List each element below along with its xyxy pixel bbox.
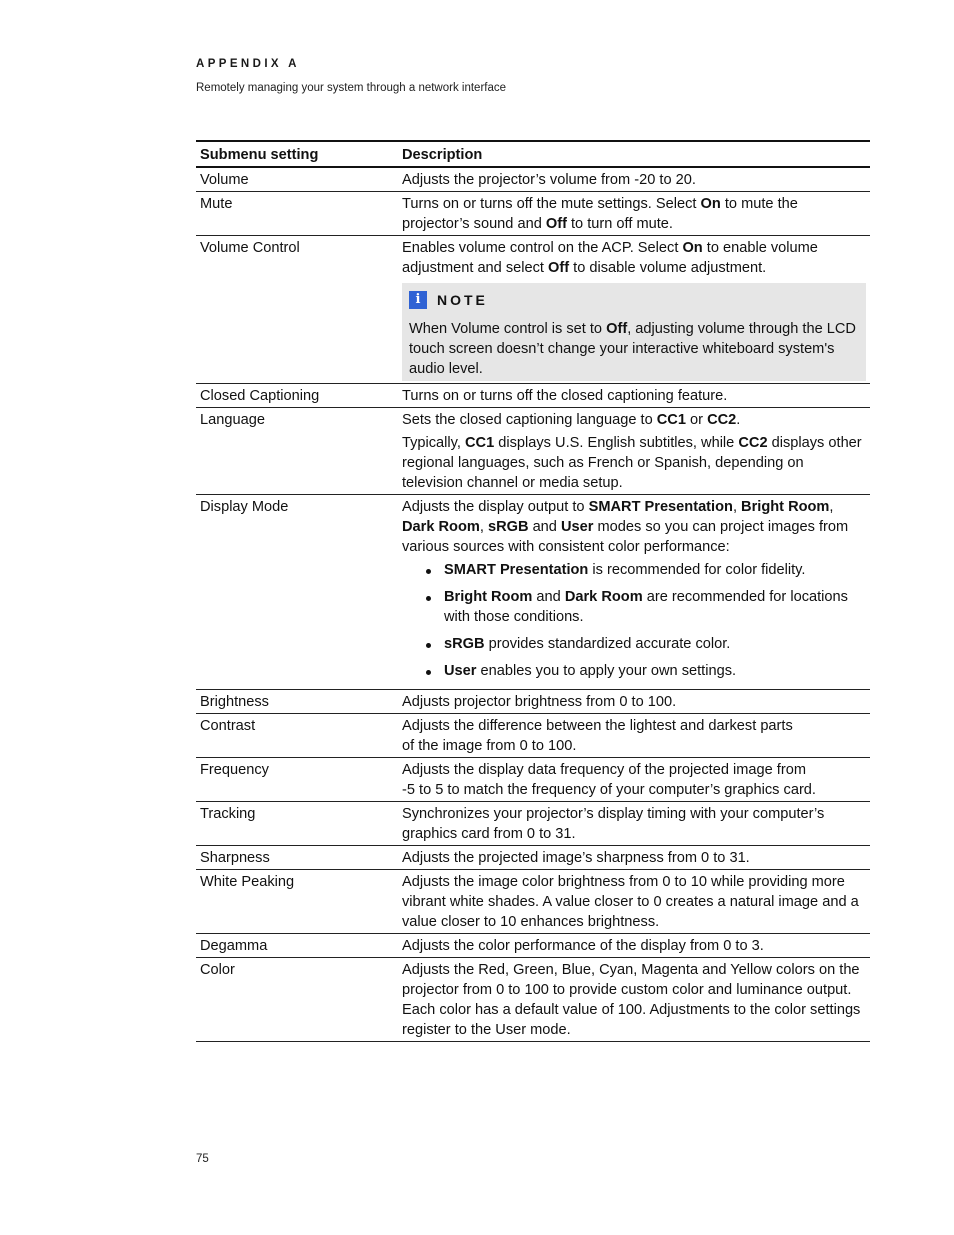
settings-table-container [196,140,870,1042]
list-item: User enables you to apply your own settings. [426,661,866,681]
setting-name: Display Mode [200,499,289,515]
table-row [196,408,870,495]
bullet-icon [426,596,431,601]
note-header [409,289,859,311]
table-row [196,714,870,758]
bullet-icon [426,569,431,574]
setting-description: Adjusts the difference between the lightest and darkest parts of the image from 0 to 100. [402,718,793,754]
setting-description: Adjusts the display data frequency of the projected image from -5 to 5 to match the frequency of your computer’s graphics card. [402,762,816,798]
setting-description: Adjusts the Red, Green, Blue, Cyan, Magenta and Yellow colors on the projector from 0 to 100 to provide custom color and luminance output. Each color has a default value of 100. Adjustments to the color settings register to the User mode. [402,962,861,1038]
note-title: NOTE [437,292,488,308]
setting-name: Volume Control [200,240,300,256]
setting-description: Turns on or turns off the mute settings. Select On to mute the projector’s sound and Off to turn off mute. [402,196,798,232]
info-icon: i [409,291,427,309]
list-item: Bright Room and Dark Room are recommended for locations with those conditions. [426,587,866,627]
table-row [196,690,870,714]
setting-description: Turns on or turns off the closed captioning feature. [402,388,728,404]
setting-description: Sets the closed captioning language to CC1 or CC2. Typically, CC1 displays U.S. English subtitles, while CC2 displays other regional languages, such as French or Spanish, depending on television channel or media setup. [402,412,862,491]
display-mode-list [402,560,866,681]
setting-description: Enables volume control on the ACP. Select On to enable volume adjustment and select Off to disable volume adjustment. i NOTE When Volume control is set to Off, adjusting volume through the LCD touch screen doesn’t change your interactive whiteboard system's audio level. [398,236,870,384]
setting-name: Mute [200,196,233,212]
list-item: SMART Presentation is recommended for color fidelity. [426,560,866,580]
appendix-label: APPENDIX A [196,58,300,70]
note-box [402,283,866,381]
section-subtitle: Remotely managing your system through a network interface [196,82,507,94]
header-submenu-setting: Submenu setting [200,147,319,163]
table-row [196,495,870,690]
setting-name: Closed Captioning [200,388,320,404]
setting-description: Synchronizes your projector’s display timing with your computer’s graphics card from 0 to 31. [402,806,825,842]
table-row [196,958,870,1042]
list-item: sRGB provides standardized accurate color. [426,634,866,654]
setting-description: Adjusts the color performance of the display from 0 to 3. [402,938,764,954]
setting-name: Degamma [200,938,268,954]
setting-name: Tracking [200,806,256,822]
table-row [196,384,870,408]
setting-name: Volume [200,172,249,188]
setting-name: Color [200,962,235,978]
setting-description: Adjusts the display output to SMART Presentation, Bright Room, Dark Room, sRGB and User modes so you can project images from various sources with consistent color performance: SMART Presentation is recommended for color fidelity. Bright Room and Dark Room are recommended for locations with those conditions. sRGB provides standardized accurate color. User enables you to apply your own settings. [398,495,870,690]
table-row [196,236,870,384]
table-row [196,192,870,236]
table-row [196,758,870,802]
table-row [196,167,870,192]
header-description: Description [402,147,483,163]
setting-name: Brightness [200,694,269,710]
setting-description: Adjusts the image color brightness from 0 to 10 while providing more vibrant white shades. A value closer to 0 creates a natural image and a value closer to 10 enhances brightness. [402,874,859,930]
table-row [196,846,870,870]
page-number: 75 [196,1153,209,1165]
bullet-icon [426,670,431,675]
settings-table [196,140,870,1042]
table-header-row [196,141,870,167]
setting-description: Adjusts the projector’s volume from -20 to 20. [402,172,696,188]
note-text: When Volume control is set to Off, adjusting volume through the LCD touch screen doesn’t change your interactive whiteboard system's audio level. [409,321,856,377]
setting-name: White Peaking [200,874,295,890]
bullet-icon [426,643,431,648]
table-row [196,802,870,846]
setting-name: Sharpness [200,850,270,866]
table-row [196,870,870,934]
setting-name: Frequency [200,762,269,778]
table-row [196,934,870,958]
setting-name: Contrast [200,718,256,734]
setting-description: Adjusts the projected image’s sharpness from 0 to 31. [402,850,750,866]
setting-name: Language [200,412,265,428]
setting-description: Adjusts projector brightness from 0 to 100. [402,694,677,710]
